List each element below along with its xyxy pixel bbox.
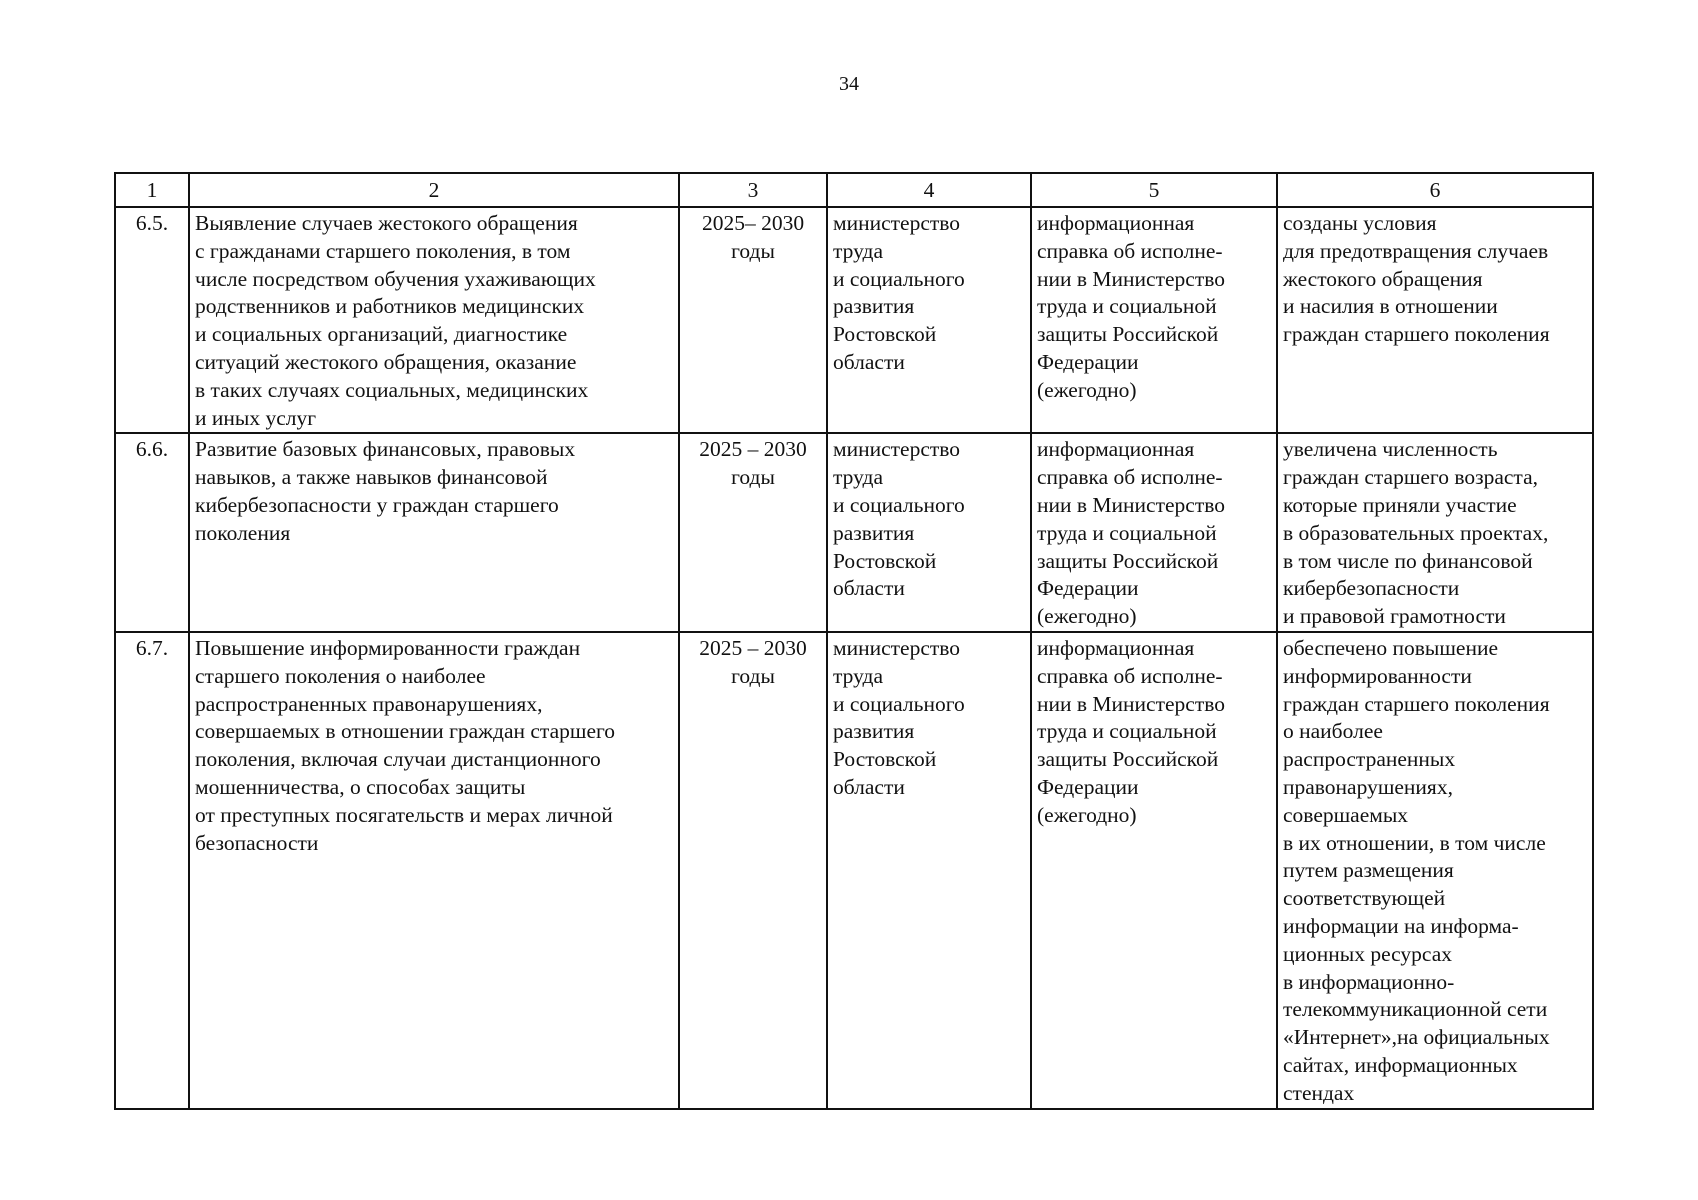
responsible-executor: министерство труда и социального развития Ростовской области bbox=[827, 207, 1031, 433]
page-number: 34 bbox=[839, 73, 859, 95]
column-header: 3 bbox=[679, 173, 827, 207]
control-form: информационная справка об исполне- нии в Министерство труда и социальной защиты Российской Федерации (ежегодно) bbox=[1031, 632, 1277, 1109]
expected-result: обеспечено повышение информированности граждан старшего поколения о наиболее распространенных правонарушениях, совершаемых в их отношении, в том числе путем размещения соответствующей информации на информа- ционных ресурсах в информационно- телекоммуникационной сети «Интернет»,на официальных сайтах, информационных стендах bbox=[1277, 632, 1593, 1109]
item-number: 6.7. bbox=[115, 632, 189, 1109]
responsible-executor: министерство труда и социального развития Ростовской области bbox=[827, 433, 1031, 632]
control-form: информационная справка об исполне- нии в Министерство труда и социальной защиты Российской Федерации (ежегодно) bbox=[1031, 433, 1277, 632]
measure-description: Развитие базовых финансовых, правовых навыков, а также навыков финансовой кибербезопасности у граждан старшего поколения bbox=[189, 433, 679, 632]
table-row bbox=[115, 433, 1593, 632]
table-row bbox=[115, 632, 1593, 1109]
control-form: информационная справка об исполне- нии в Министерство труда и социальной защиты Российской Федерации (ежегодно) bbox=[1031, 207, 1277, 433]
expected-result: созданы условия для предотвращения случаев жестокого обращения и насилия в отношении граждан старшего поколения bbox=[1277, 207, 1593, 433]
item-number: 6.6. bbox=[115, 433, 189, 632]
column-header: 2 bbox=[189, 173, 679, 207]
responsible-executor: министерство труда и социального развития Ростовской области bbox=[827, 632, 1031, 1109]
item-number: 6.5. bbox=[115, 207, 189, 433]
column-header: 5 bbox=[1031, 173, 1277, 207]
measure-description: Выявление случаев жестокого обращения с гражданами старшего поколения, в том числе посредством обучения ухаживающих родственников и работников медицинских и социальных организаций, диагностике ситуаций жестокого обращения, оказание в таких случаях социальных, медицинских и иных услуг bbox=[189, 207, 679, 433]
implementation-term: 2025– 2030 годы bbox=[679, 207, 827, 433]
table-row bbox=[115, 207, 1593, 433]
table-header-row bbox=[115, 173, 1593, 207]
column-header: 1 bbox=[115, 173, 189, 207]
measure-description: Повышение информированности граждан старшего поколения о наиболее распространенных правонарушениях, совершаемых в отношении граждан старшего поколения, включая случаи дистанционного мошенничества, о способах защиты от преступных посягательств и мерах личной безопасности bbox=[189, 632, 679, 1109]
measures-table bbox=[114, 172, 1594, 1110]
column-header: 6 bbox=[1277, 173, 1593, 207]
column-header: 4 bbox=[827, 173, 1031, 207]
expected-result: увеличена численность граждан старшего возраста, которые приняли участие в образовательных проектах, в том числе по финансовой кибербезопасности и правовой грамотности bbox=[1277, 433, 1593, 632]
implementation-term: 2025 – 2030 годы bbox=[679, 433, 827, 632]
implementation-term: 2025 – 2030 годы bbox=[679, 632, 827, 1109]
